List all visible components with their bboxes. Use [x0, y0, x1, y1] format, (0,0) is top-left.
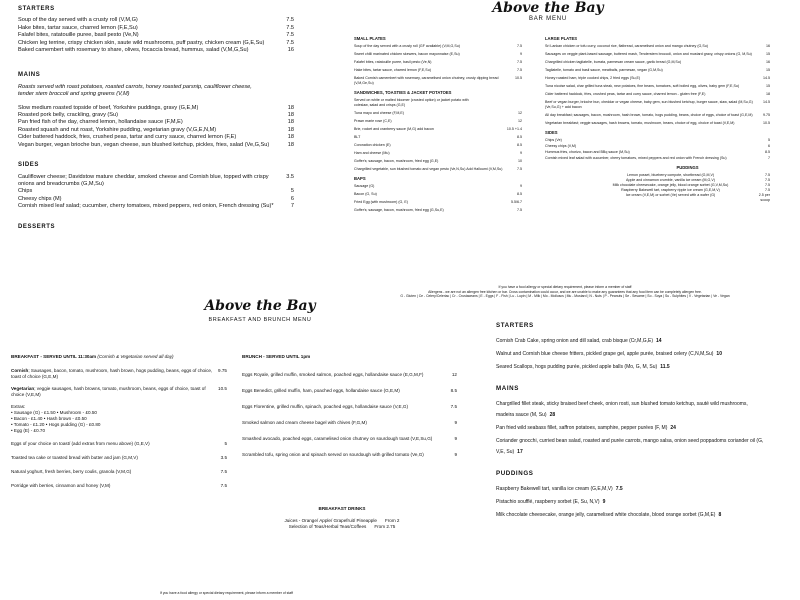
bar-logo: Above the Bay [492, 0, 604, 16]
menu-item-price: 5 [290, 188, 294, 195]
menu-item-price: 7.5 [286, 17, 294, 24]
menu-item-price: 8 [718, 512, 722, 518]
menu-item-price: 7.5 [286, 32, 294, 39]
bar-puddings-heading: PUDDINGS [676, 165, 699, 170]
menu-item [496, 423, 766, 434]
menu-item-price: 7.5 [517, 68, 522, 72]
menu-item-text: Sausages on veggie plant-based sausage, buttered mash, Tenderstem broccoli, onion and mustard gravy, crispy onions (G, M,Su) [545, 52, 752, 56]
menu-item-price: 8.5 [765, 150, 770, 154]
breakfast-items-list [11, 441, 227, 489]
menu-item-text: Cornish mixed leaf salad; cucumber, cherry tomatoes, mixed peppers, red onion, French dressing (Su)* [18, 203, 274, 210]
menu-item [354, 200, 522, 205]
bar-sides-list [545, 138, 770, 161]
menu-item [496, 362, 766, 373]
menu-item-text: Soup of the day served with a crusty roll (GF available) (V,M,G,Su) [354, 44, 460, 48]
rm-mains-heading: MAINS [496, 385, 519, 392]
menu-item-text: BLT [354, 135, 361, 139]
desserts-heading: DESSERTS [18, 223, 56, 230]
menu-item-text: Goffer's; sausage, bacon, mushroom, fried egg (G,E) [354, 159, 439, 163]
menu-item-price: 7.5 [615, 486, 623, 492]
rm-puddings-list [496, 484, 766, 521]
menu-item-price: 14.5 [763, 100, 770, 104]
allergen-key: G - Gluten | Ce - Celery/Celeriac | Cr - Crustaceans | E - Eggs | F - Fish | Lu - Lupin | M - Milk | Mo - Molluscs | Mu - Mustard | N - Nuts | P - Peanuts | Se - Sesame | So - Soya | Su - Sulphites | V - Vegetarian | Ve - Vegan [400, 294, 730, 299]
menu-item-text: Falafel bites, ratatouille puree, basil pesto (Ve,N) [354, 60, 432, 64]
menu-item-price: 28 [549, 412, 556, 418]
menu-item [545, 92, 770, 97]
menu-item-text: Prawn marie rose (C,E) [354, 119, 392, 123]
menu-item [354, 167, 522, 172]
menu-item-text: Eggs Royale, grilled muffin, smoked salmon, poached eggs, hollandaise sauce (E,G,M,F) [242, 372, 424, 377]
menu-item-price: 6 [290, 195, 294, 202]
evening-menu-column [496, 316, 766, 523]
menu-item [18, 134, 294, 141]
menu-item-price: 18 [287, 141, 294, 148]
veg-price: 10.5 [218, 386, 227, 391]
menu-item-text: Toasted tea cake or toasted bread with butter and jam (G,M,V) [11, 455, 138, 460]
menu-item-price: 18 [287, 104, 294, 111]
menu-item-text: Coriander gnocchi, curried bean salad, roasted and purée carrots, mango salsa, onion seed poppadoms coriander oil (G, V,E, Su) [496, 438, 764, 455]
menu-item-price: 7 [290, 203, 294, 210]
menu-item-price: 16 [766, 44, 770, 48]
menu-item [18, 112, 294, 119]
menu-item [496, 349, 766, 360]
large-plates-heading: LARGE PLATES [545, 36, 578, 41]
menu-item [242, 372, 457, 378]
menu-item-text: Hake bites, tartar sauce, charred lemon (F,E,Su) [18, 24, 138, 31]
veg-desc: ; veggie sausages, hash browns, tomato, mushroom, beans, eggs of choice, toast of choice (V,E,M) [11, 386, 206, 397]
menu-item-text: Porridge with berries, cinnamon and honey (V,M) [11, 483, 111, 488]
menu-item [18, 25, 294, 32]
menu-item-text: Smashed avocado, poached eggs, caramelised onion chutney on sourdough toast (V,E,Su,G) [242, 436, 433, 441]
menu-item [18, 105, 294, 112]
extras-title: Extras: [11, 404, 26, 409]
menu-item [545, 113, 770, 118]
menu-item [18, 47, 294, 54]
menu-item-price: 14 [656, 338, 662, 344]
menu-item-price: 2.5 per scoop [758, 193, 770, 202]
menu-item-price: 7.5 [517, 208, 522, 212]
menu-item-price: 7.5 [765, 173, 770, 177]
menu-item-text: Roasted squash and nut roast, Yorkshire pudding, vegetarian gravy (V,G,E,N,M) [18, 126, 217, 133]
menu-item-price: 7.5 [517, 44, 522, 48]
menu-item [242, 404, 457, 410]
menu-item-price: 15 [766, 52, 770, 56]
menu-item-price: 9 [520, 151, 522, 155]
breakfast-logo: Above the Bay [204, 298, 316, 314]
menu-item-price: 9 [454, 420, 457, 425]
menu-item-price: 7.5 [286, 39, 294, 46]
allergen-disclaimer: Allergens - we are not an allergen free kitchen or bar. Cross contamination could occur, and we are unable to make any guarantees that any food item can be completely allergen free. [428, 289, 702, 294]
menu-item [545, 100, 770, 110]
bar-allergen-footer [350, 285, 780, 299]
small-plates-heading: SMALL PLATES [354, 36, 386, 41]
menu-item [545, 138, 770, 143]
menu-item [585, 193, 770, 203]
menu-item-text: Baked camembert with rosemary to share, olives, focaccia bread, hummus, salad (V,M,G,Su) [18, 47, 249, 54]
menu-item [354, 135, 522, 140]
menu-item-text: Cauliflower cheese; Davidstow mature cheddar, smoked cheese and Cornish blue, topped with crispy onions and breadcrumbs (G,M,Su) [18, 173, 269, 187]
menu-item-text: Sri Lankan chicken or tofu curry, coconut rice, flatbread, caramelised onion and mango chutney (G,Su) [545, 44, 708, 48]
menu-item-price: 6 [768, 144, 770, 148]
menu-item-text: Beef or vegan burger, brioche bun, cheddar or vegan cheese, baby gem, sun blushed ketchup, burger sauce, slaw, salad (M,Su,G) (Ve,Su,G) + add bacon [545, 100, 753, 109]
large-plates-list [545, 44, 770, 126]
menu-item [18, 127, 294, 134]
menu-item-price: 5 [224, 441, 227, 446]
menu-item-text: Chargrilled fillet steak, sticky braised beef cheek, onion rosti, sun blushed tomato ketchup, sauté wild mushrooms, madeira sauce (M, Su) [496, 401, 748, 418]
menu-item [18, 188, 294, 195]
menu-item-price: 10.5 [515, 76, 522, 80]
bar-sides-heading: SIDES [545, 130, 558, 135]
sandwiches-list [354, 111, 522, 172]
menu-item-price: 7.5 [220, 469, 227, 474]
menu-item-price: 8.5 [517, 143, 522, 147]
menu-item [18, 174, 294, 189]
menu-item-text: Milk chocolate cheesecake, orange jelly, caramelised white chocolate, blood orange sorbet (G,M,E) [496, 512, 716, 518]
menu-item [496, 336, 766, 347]
brunch-items-list [242, 372, 457, 458]
menu-item-text: Chips (Ve) [545, 138, 562, 142]
menu-item [354, 143, 522, 148]
menu-item-text: Raspberry Bakewell tart, vanilla ice cream (G,E,M,V) [496, 486, 613, 492]
menu-item [496, 510, 766, 521]
menu-item [242, 436, 457, 442]
menu-item [11, 469, 227, 475]
menu-item-price: 16 [287, 47, 294, 54]
menu-item-text: Chicken leg terrine, crispy chicken skin, saute wild mushrooms, puff pastry, chicken cream (G,E,Su) [18, 39, 265, 46]
drink-price: From 2.75 [374, 524, 396, 529]
menu-item [545, 84, 770, 89]
menu-item-text: Fried Egg (with mushroom) (G, E) [354, 200, 408, 204]
menu-item-price: 5.5/6.7 [511, 200, 522, 204]
cornish-price: 9.75 [218, 368, 227, 373]
breakfast-heading [11, 354, 227, 360]
baps-heading: BAPS [354, 176, 366, 181]
menu-item [354, 52, 522, 57]
bar-menu-left-column [354, 32, 522, 216]
menu-item-text: Smoked salmon and cream cheese bagel with chives (F,G,M) [242, 420, 367, 425]
breakfast-column [11, 354, 227, 497]
rm-starters-list [496, 336, 766, 373]
menu-item-text: Bacon (G, Su) [354, 192, 377, 196]
menu-item-text: Tuna nicoise salad, char grilled tuna steak, new potatoes, fine beans, tomatoes, soft boiled egg, olives, baby gem (F,E,Su) [545, 84, 740, 88]
menu-item [545, 150, 770, 155]
menu-item-price: 15 [766, 84, 770, 88]
menu-item-text: Tagliatelle, tomato and basil sauce, meatballs, parmesan, vegan (G,M,Su) [545, 68, 663, 72]
menu-item-price: 5 [768, 138, 770, 142]
menu-item-text: Seared Scallops, hogs pudding purée, pickled apple balls (Mo, G, M, Su) [496, 364, 658, 370]
menu-item-price: 18 [766, 92, 770, 96]
menu-item-price: 3.5 [220, 455, 227, 460]
bar-menu-title: BAR MENU [528, 16, 568, 22]
bar-menu-header [478, 0, 618, 22]
menu-item-text: Natural yoghurt, fresh berries, berry coulis, granola (V,M,G) [11, 469, 132, 474]
menu-item [242, 388, 457, 394]
menu-item [496, 484, 766, 495]
cornish-label: Cornish [11, 368, 29, 373]
sides-heading: SIDES [18, 162, 40, 169]
menu-item [18, 142, 294, 149]
roasts-note: Roasts served with roast potatoes, roasted carrots, honey roasted parsnip, cauliflower cheese, tender stem broccoli and spring greens (V,M) [18, 83, 252, 98]
breakfast-heading-note: (Cornish & Vegetarian served all day) [97, 354, 174, 359]
sandwiches-heading: SANDWICHES, TOASTIES & JACKET POTATOES [354, 90, 452, 95]
baps-list [354, 184, 522, 213]
breakfast-item [11, 386, 227, 398]
menu-item [496, 497, 766, 508]
menu-item-text: Hummus fries, chorizo, bacon and BBq sauce (M,Su) [545, 150, 630, 154]
menu-item-price: 7 [768, 156, 770, 160]
menu-item-text: Baked Cornish camembert with rosemary, caramelised onion chutney, crusty dipping bread (V,M,Ge,Su) [354, 76, 499, 85]
menu-item-text: Eggs Florentine, grilled muffin, spinach, poached eggs, hollandaise sauce (V,E,G) [242, 404, 408, 409]
extra-line: • Egg (E) - £0.70 [11, 428, 46, 433]
menu-item-text: Tuna mayo and cheese (F,M,E) [354, 111, 405, 115]
brunch-column [242, 354, 457, 468]
menu-item-text: Coronation chicken (E) [354, 143, 391, 147]
menu-item-price: 12 [451, 372, 457, 377]
menu-item [354, 192, 522, 197]
menu-item [354, 159, 522, 164]
menu-item [545, 68, 770, 73]
menu-item-text: Eggs Benedict, grilled muffin, ham, poached eggs, hollandaise sauce (G,E,M) [242, 388, 400, 393]
menu-item [354, 184, 522, 189]
sides-list [18, 174, 294, 211]
menu-item-price: 9 [454, 436, 457, 441]
menu-item-price: 10 [518, 159, 522, 163]
extra-line: • Bacon - £1.40 • Hash brown - £0.50 [11, 416, 87, 421]
starters-heading: STARTERS [18, 6, 55, 12]
bar-puddings-list [545, 173, 770, 203]
rm-puddings-heading: PUDDINGS [496, 470, 534, 477]
menu-item-text: Chargrilled vegetable, sun blushed tomato and vegan pesto (Ve,N,Su) Add Halloumi (V,M,Su) [354, 167, 503, 171]
menu-item-price: 7.5 [765, 178, 770, 182]
rm-starters-heading: STARTERS [496, 322, 534, 329]
drinks-list [262, 518, 422, 530]
menu-item-price: 8.5 [517, 135, 522, 139]
menu-item [11, 483, 227, 489]
menu-item-text: Raspberry Bakewell tart, raspberry ripple ice cream (G,E,M,V) [621, 188, 720, 192]
menu-item-price: 7.5 [765, 188, 770, 192]
menu-item [18, 40, 294, 47]
menu-item-price: 15 [766, 68, 770, 72]
extra-line: • Sausage (G) - £1.50 • Mushroom - £0.50 [11, 410, 97, 415]
menu-item-text: Vegetarian breakfast; veggie sausages, hash browns, tomato, mushroom, beans, choice of egg, choice of toast (V,E,M) [545, 121, 735, 125]
menu-item [242, 452, 457, 458]
menu-item [354, 119, 522, 124]
menu-item-price: 18 [287, 126, 294, 133]
menu-item [11, 455, 227, 461]
menu-item-price: 9 [454, 452, 457, 457]
menu-item-text: Ham and cheese (Mu) [354, 151, 390, 155]
menu-item-text: Pistachio soufflé, raspberry sorbet (E, Su, N,V) [496, 499, 600, 505]
menu-item [545, 44, 770, 49]
menu-item [545, 76, 770, 81]
bar-menu-right-column [545, 32, 770, 203]
breakfast-item [11, 368, 227, 380]
menu-item-price: 8.5 [517, 192, 522, 196]
extra-line: • Tomato - £1.20 • Hogs pudding (G) - £0.80 [11, 422, 101, 427]
menu-item-price: 10.5 +1.4 [506, 127, 522, 131]
menu-item [18, 17, 294, 24]
menu-item-price: 18 [287, 134, 294, 141]
rm-mains-list [496, 399, 766, 458]
menu-item [354, 44, 522, 49]
menu-item-text: Lemon posset, blueberry compote, shortbread (G,M,V) [626, 173, 715, 177]
menu-item-price: 3.5 [286, 173, 294, 180]
menu-item-price: 9 [520, 184, 522, 188]
menu-item [11, 441, 227, 447]
menu-item [354, 127, 522, 132]
menu-item-price: 7.5 [765, 183, 770, 187]
bottom-allergy-note: If you have a food allergy or special dietary requirement, please inform a member of staff [160, 591, 293, 595]
sandwiches-intro: Served on white or malted bloomer (crusted option) or jacket potato with coleslaw, salad and crisps (G,E) [354, 98, 469, 107]
menu-item-text: All day breakfast; sausages, bacon, mushroom, hash brown, tomato, hogs pudding, beans, choice of eggs, choice of toast (G,E,M) [545, 113, 753, 117]
menu-item-text: Cornish Crab Cake, spring onion and dill salad, crab bisque (Cr,M,G,E) [496, 338, 654, 344]
menu-item-price: 17 [517, 449, 523, 455]
main-menu-column [18, 4, 294, 231]
drinks-heading: BREAKFAST DRINKS [318, 506, 366, 511]
menu-item-price: 7.5 [517, 167, 522, 171]
menu-item-text: Ice cream (V,E,M) or sorbet (Ve) served with a wafer (G) [625, 193, 716, 197]
menu-item [354, 111, 522, 116]
menu-item-text: Pan fried wild seabass fillet, saffron potatoes, samphire, pepper purées (F, M) [496, 425, 668, 431]
menu-item-text: Soup of the day served with a crusty roll (V,M,G) [18, 17, 138, 24]
menu-item-text: Apple and cinnamon crumble, vanilla ice cream (M,G,V) [626, 178, 715, 182]
menu-item [545, 60, 770, 65]
cornish-desc: ; Sausages, bacon, tomato, mushroom, hash brown, hogs pudding, beans, eggs of choice, toast of choice (G,E,M) [11, 368, 213, 379]
small-plates-list [354, 44, 522, 86]
breakfast-menu-header [160, 299, 360, 323]
extras-list [11, 410, 227, 434]
breakfast-heading-bold: BREAKFAST - SERVED UNTIL 11:30am [11, 354, 97, 359]
menu-item-price: 11.5 [660, 364, 670, 370]
menu-item-price: 10.5 [763, 121, 770, 125]
drink-price: From 2 [384, 518, 400, 523]
menu-item-price: 10 [716, 351, 722, 357]
menu-item-text: Eggs of your choice on toast/ (add extras from menu above) (G,E,V) [11, 441, 150, 446]
menu-item-text: Walnut and Cornish blue cheese fritters, pickled grape gel, apple purée, braised celery (C,N,M,Su) [496, 351, 714, 357]
menu-item-price: 9 [520, 52, 522, 56]
menu-item-text: Roasted pork belly, crackling, gravy (Su) [18, 112, 119, 119]
menu-item [354, 208, 522, 213]
menu-item [354, 76, 522, 86]
breakfast-menu-title: BREAKFAST AND BRUNCH MENU [208, 317, 312, 323]
menu-item-price: 12 [518, 111, 522, 115]
mains-heading: MAINS [18, 72, 41, 79]
menu-item-text: Scrambled tofu, spring onion and spinach served on sourdough with grilled tomato (Ve,G) [242, 452, 424, 457]
menu-item-price: 9.75 [763, 113, 770, 117]
menu-item-price: 7.5 [450, 404, 457, 409]
menu-item-price: 9 [602, 499, 606, 505]
menu-item-text: Cornish mixed leaf salad with cucumber, cherry tomatoes, mixed peppers and red onion with French dressing (Su) [545, 156, 727, 160]
menu-item-price: 14.5 [763, 76, 770, 80]
breakfast-drinks [262, 506, 422, 530]
menu-item [18, 32, 294, 39]
menu-item-text: Pan fried fish of the day, charred lemon, hollandaise sauce (F,M,E) [18, 119, 183, 126]
menu-item-text: Vegan burger, vegan brioche bun, vegan cheese, sun blushed ketchup, pickles, fries, salad (Ve,G,Su) [18, 141, 270, 148]
menu-item [496, 436, 766, 458]
starters-list [18, 17, 294, 54]
menu-item-price: 16 [766, 60, 770, 64]
drink-item [262, 524, 422, 530]
menu-item-price: 7.5 [286, 24, 294, 31]
menu-item-text: Milk chocolate cheesecake, orange jelly, blood orange sorbet (G,V,M,Su) [612, 183, 729, 187]
allergy-notice: If you have a food allergy or special dietary requirement, please inform a member of staff [498, 285, 632, 289]
menu-item-price: 7.5 [517, 60, 522, 64]
menu-item-text: Cider battered haddock, fries, crushed peas, tartar and curry sauce, charred lemon - gluten free (F,E) [545, 92, 706, 96]
menu-item-text: Goffer's; sausage, bacon, mushroom, fried egg (G,Su,E) [354, 208, 444, 212]
menu-item [545, 52, 770, 57]
menu-item [18, 196, 294, 203]
menu-item-price: 18 [287, 112, 294, 119]
drink-name: Juices - Orange/ Apple/ Grapefruit/ Pineapple [284, 518, 377, 523]
menu-item [545, 156, 770, 161]
menu-item-price: 12 [518, 119, 522, 123]
menu-item [18, 203, 294, 210]
menu-item [354, 60, 522, 65]
menu-item [242, 420, 457, 426]
menu-item-text: Cider battered haddock, fries, crushed peas, tartar and curry sauce, charred lemon (F,E) [18, 134, 237, 141]
mains-list [18, 105, 294, 149]
menu-item [354, 151, 522, 156]
menu-item-text: Hake bites, tartar sauce, charred lemon (F,E,Su) [354, 68, 431, 72]
menu-item-text: Sweet chilli marinated chicken skewers, bacon mayonnaise (E,Su) [354, 52, 460, 56]
menu-item [18, 119, 294, 126]
menu-item-text: Chargrilled chicken tagliatelle, burrata, parmesan cream sauce, garlic bread (G,M,Su) [545, 60, 682, 64]
menu-item-text: Cheesy chips (M) [18, 195, 62, 202]
menu-item-price: 18 [287, 119, 294, 126]
menu-item-text: Brie, rocket and cranberry sauce (M,G) add bacon [354, 127, 434, 131]
menu-item-text: Slow medium roasted topside of beef, Yorkshire puddings, gravy (G,E,M) [18, 104, 199, 111]
menu-item-text: Falafel bites, ratatouille puree, basil pesto (Ve,N) [18, 32, 139, 39]
menu-item [354, 68, 522, 73]
menu-item-text: Honey roasted ham, triple cooked chips, 2 fried eggs (Su,E) [545, 76, 641, 80]
brunch-heading: BRUNCH - SERVED UNTIL 1pm [242, 354, 311, 359]
menu-item-price: 7.5 [220, 483, 227, 488]
menu-item-text: Sausage (G) [354, 184, 375, 188]
menu-item-price: 24 [670, 425, 676, 431]
menu-item [496, 399, 766, 421]
menu-item-price: 8.5 [450, 388, 457, 393]
menu-item [545, 144, 770, 149]
menu-item-text: Chips [18, 188, 33, 195]
drink-name: Selection of Teas/Herbal Teas/Coffees [288, 524, 367, 529]
menu-item [545, 121, 770, 126]
menu-item-text: Cheesy chips (V,M) [545, 144, 577, 148]
veg-label: Vegetarian [11, 386, 35, 391]
